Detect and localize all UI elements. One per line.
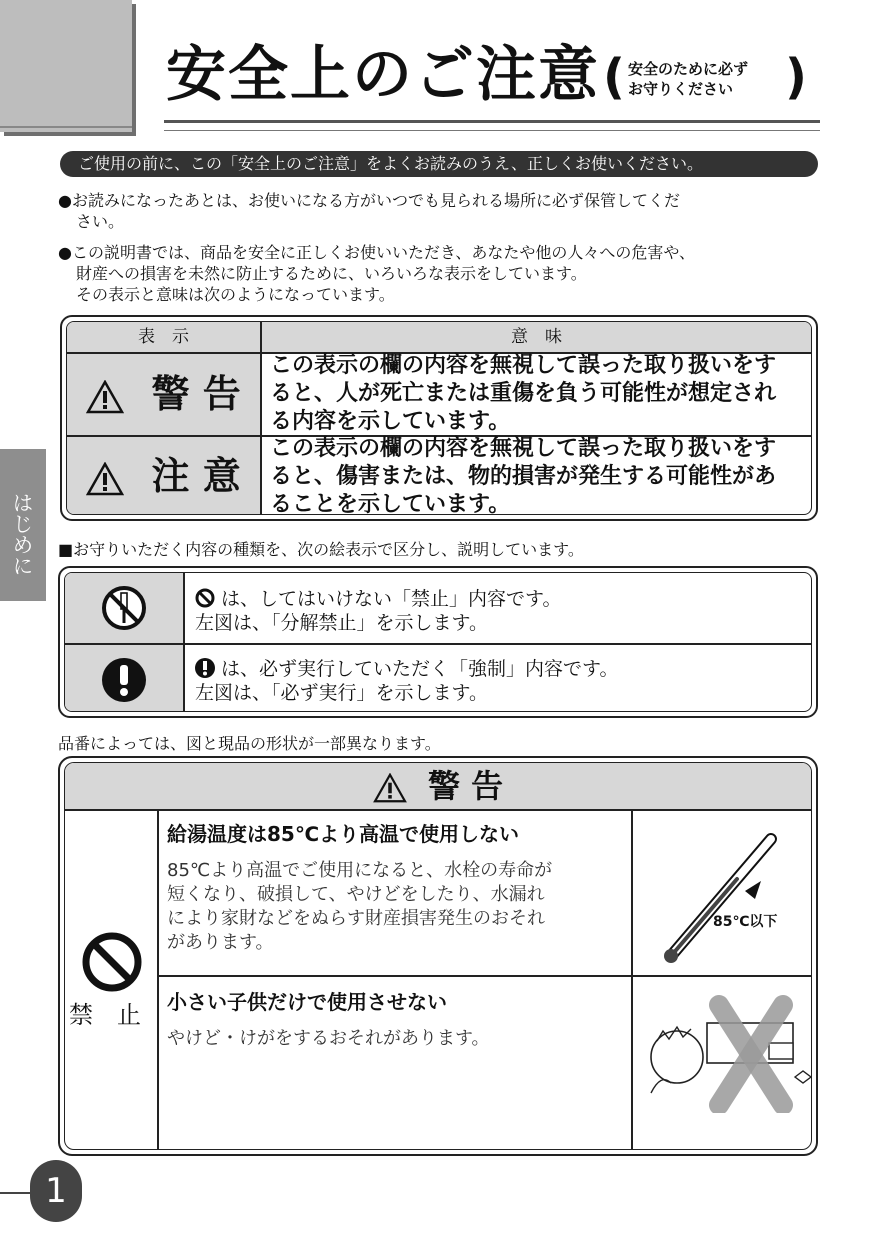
body-line: により家財などをぬらす財産損害発生のおそれ: [167, 908, 545, 929]
title-paren-close: ): [785, 49, 807, 105]
table-divider: [157, 809, 159, 1149]
warning-triangle-icon: [86, 380, 124, 414]
item-2-heading: 小さい子供だけで使用させない: [167, 990, 447, 1014]
warning-meaning: [270, 352, 812, 436]
warning-box-title: [65, 763, 811, 809]
pictogram-intro: ■お守りいただく内容の種類を、次の絵表示で区分し、説明しています。: [58, 540, 584, 559]
subtitle-line-1: 安全のために必ず: [628, 60, 749, 78]
table-divider: [631, 809, 633, 1149]
col-header-meaning: 意 味: [262, 322, 811, 352]
mandatory-symbol-icon: [195, 658, 215, 678]
bullet-line-3: ●この説明書では、商品を安全に正しくお使いいただき、あなたや他の人々への危害や、: [58, 243, 696, 262]
mandatory-line-2: 左図は、「必ず実行」を示します。: [195, 682, 488, 704]
body-line: があります。: [167, 932, 274, 953]
signal-warning-label: 警 告: [151, 372, 241, 416]
prohibition-line-1: [195, 587, 562, 611]
warning-triangle-icon: [86, 462, 124, 496]
table-divider: [65, 643, 811, 645]
bullet-line-2: さい。: [76, 212, 125, 231]
child-faucet-illustration: [637, 993, 812, 1113]
meaning-line: この表示の欄の内容を無視して誤った取り扱いをす: [270, 353, 777, 378]
prohibition-line-2: 左図は、「分解禁止」を示します。: [195, 612, 488, 634]
title-rule: [164, 120, 820, 123]
figure-label: 85℃以下: [713, 914, 778, 930]
meaning-line: ることを示しています。: [270, 492, 511, 515]
signal-warning: [67, 368, 260, 420]
warning-triangle-icon: [373, 773, 407, 803]
meaning-line: ると、傷害または、物的損害が発生する可能性があ: [270, 464, 777, 489]
shape-note: 品番によっては、図と現品の形状が一部異なります。: [58, 734, 441, 753]
mandatory-text: は、必ず実行していただく「強制」内容です。: [215, 658, 619, 680]
meaning-line: この表示の欄の内容を無視して誤った取り扱いをす: [270, 436, 777, 461]
meaning-line: る内容を示しています。: [270, 409, 511, 434]
no-disassembly-icon: [101, 585, 147, 631]
item-1-body: [167, 859, 552, 955]
table-divider: [183, 573, 185, 711]
signal-caution-label: 注 意: [151, 454, 241, 498]
pictogram-table: [58, 566, 818, 718]
bullet-line-5: その表示と意味は次のようになっています。: [76, 285, 395, 304]
signal-caution: [67, 450, 260, 502]
item-2-body: やけど・けがをするおそれがあります。: [167, 1028, 490, 1049]
prohibition-symbol-icon: [195, 588, 215, 608]
body-line: 85℃より高温でご使用になると、水栓の寿命が: [167, 860, 553, 881]
prohibited-icon: [81, 931, 143, 993]
body-line: 短くなり、破損して、やけどをしたり、水漏れ: [167, 884, 545, 905]
meaning-line: ると、人が死亡または重傷を負う可能性が想定され: [270, 381, 777, 406]
intro-banner: ご使用の前に、この「安全上のご注意」をよくお読みのうえ、正しくお使いください。: [60, 151, 818, 177]
page-subtitle: [628, 59, 788, 99]
bullet-line-4: 財産への損害を未然に防止するために、いろいろな表示をしています。: [76, 264, 587, 283]
title-rule-thin: [164, 130, 820, 131]
warning-box-title-text: 警 告: [427, 767, 504, 805]
mandatory-line-1: [195, 657, 619, 681]
mandatory-icon: [101, 657, 147, 703]
page-number: 1: [30, 1160, 82, 1222]
page-number-rule: [0, 1192, 32, 1194]
subtitle-line-2: お守りください: [628, 80, 734, 98]
signal-word-table: [60, 315, 818, 521]
warning-box: [58, 756, 818, 1156]
table-divider: [157, 975, 811, 977]
prohibition-text: は、してはいけない「禁止」内容です。: [215, 588, 562, 610]
page-title: 安全上のご注意: [166, 40, 600, 110]
thermometer-illustration: [651, 821, 801, 971]
caution-meaning: [270, 435, 812, 515]
section-tab: はじめに: [0, 449, 46, 601]
prohibited-label: 禁 止: [69, 1001, 141, 1029]
col-header-display: 表 示: [67, 322, 260, 352]
title-paren-open: (: [603, 49, 625, 105]
header-decoration: [0, 0, 132, 132]
table-divider: [260, 322, 262, 514]
bullet-line-1: ●お読みになったあとは、お使いになる方がいつでも見られる場所に必ず保管してくだ: [58, 191, 680, 210]
table-divider: [65, 809, 811, 811]
item-1-heading: 給湯温度は85℃より高温で使用しない: [167, 822, 520, 846]
